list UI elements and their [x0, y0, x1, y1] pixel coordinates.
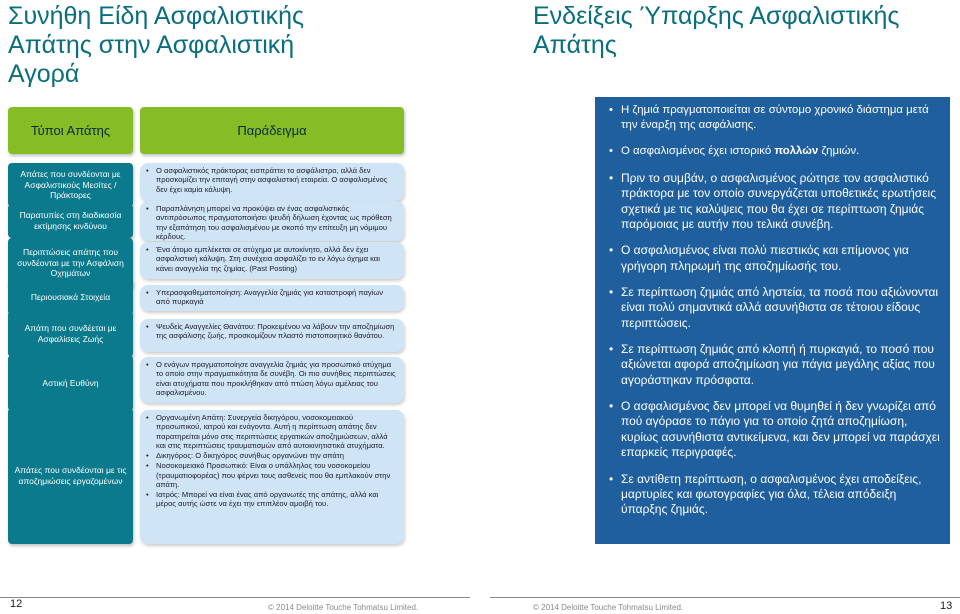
example-item: • Νοσοκομειακό Προσωπικό: Είναι ο υπάλληλος του νοσοκομείου (τραυματιοφορέας) που φέρνει τους ασθενείς που θα εμπλακούν στην απάτη.: [146, 461, 398, 489]
example-item: • Δικηγόρος: Ο δικηγόρος συνήθως οργανώνει την απάτη: [146, 451, 398, 460]
indication-item: • Ο ασφαλισμένος είναι πολύ πιεστικός και επίμονος για γρήγορη πληρωμή της αποζημίωσής του.: [603, 243, 942, 274]
example-underwriting: [140, 201, 404, 241]
example-item: • Οργανωμένη Απάτη: Συνεργεία δικηγόρου, νοσοκομειακού προσωπικού, ιατρού και ενάγοντα. Αυτή η περίπτωση απάτης δεν παρατηρείται μόνο στις περιπτώσεις εργατικών αποζημιώσεων, αλλά και στις περιπτώσεις τραυματισμών από αυτοκινητιστικά ατυχήματα.: [146, 413, 398, 450]
fraud-type-underwriting: Παρατυπίες στη διαδικασία εκτίμησης κινδύνου: [8, 204, 133, 238]
example-item: • Παραπλάνηση μπορεί να προκύψει αν ένας ασφαλιστικός αντιπρόσωπος πραγματοποιήσει ψευδή δήλωση έχοντας ως πρόθεση την εξαπάτηση του ασφαλισμένου με σκοπό την επίτευξη μη νόμιμου κέρδους.: [146, 204, 398, 241]
page-number-right: 13: [940, 600, 953, 612]
indication-item: • Σε αντίθετη περίπτωση, ο ασφαλισμένος έχει αποδείξεις, μαρτυρίες και φωτογραφίες για όλα, τέλεια απόδειξη ύπαρξης ζημιάς.: [603, 472, 942, 518]
header-examples: Παράδειγμα: [140, 107, 404, 154]
indication-item: • Σε περίπτωση ζημιάς από ληστεία, τα ποσά που αξιώνονται είναι πολύ σημαντικά αλλά ασυνήθιστα σε τέτοιου είδους περιπτώσεις.: [603, 285, 942, 331]
example-item: • Υπερασφαθεματοποίηση: Αναγγελία ζημιάς για καταστροφή παγίων από πυρκαγιά: [146, 288, 398, 307]
indications-panel: [595, 97, 950, 544]
indication-item: • Πριν το συμβάν, ο ασφαλισμένος ρώτησε τον ασφαλιστικό πράκτορα με τον οποίο συνεργάζεται υποθετικές ερωτήσεις σχετικά με τις καλύψεις που θα έχει σε περίπτωση ζημιάς παρόμοιας με αυτήν που τελικά συνέβη.: [603, 171, 942, 232]
example-item: • Ιατρός: Μπορεί να είναι ένας από οργανωτές της απάτης, αλλά και μέρος αυτής ώστε να έχει την επιπλέον αμοιβή του.: [146, 490, 398, 509]
example-item: • Ψευδείς Αναγγελίες Θανάτου: Προκειμένου να λάβουν την αποζημίωση της ασφάλισης ζωής, προσκομίζουν πλαστό πιστοποιητικό θανάτου.: [146, 322, 398, 341]
fraud-type-life: Απάτη που συνδέεται με Ασφαλίσεις Ζωής: [8, 311, 133, 357]
example-item: • Ο ασφαλιστικός πράκτορας εισπράττει το ασφάλιστρο, αλλά δεν προσκομίζει την επιταγή στην ασφαλιστική εταιρεία. Ο ασφαλισμένος δεν έχει καμία κάλυψη.: [146, 166, 398, 194]
fraud-type-vehicle: Περιπτώσεις απάτης που συνδέονται με την Ασφάλιση Οχημάτων: [8, 238, 133, 288]
fraud-type-liability: Αστική Ευθύνη: [8, 355, 133, 411]
header-fraud-types: Τύποι Απάτης: [8, 107, 133, 154]
fraud-type-workers-comp: Απάτες που συνδέονται με τις αποζημιώσεις εργαζομένων: [8, 408, 133, 544]
example-brokers: [140, 163, 404, 201]
copyright-right: © 2014 Deloitte Touche Tohmatsu Limited.: [533, 603, 684, 612]
indication-item: • Σε περίπτωση ζημιάς από κλοπή ή πυρκαγιά, το ποσό που αξιώνεται αφορά αποζημίωση για πάγια μεγάλης αξίας που αγοράστηκαν πρόσφατα.: [603, 342, 942, 388]
copyright-left: © 2014 Deloitte Touche Tohmatsu Limited.: [268, 603, 419, 612]
fraud-type-property: Περιουσιακά Στοιχεία: [8, 280, 133, 315]
indication-item: • Η ζημιά πραγματοποιείται σε σύντομο χρονικό διάστημα μετά την έναρξη της ασφάλισης.: [603, 103, 942, 132]
indication-item: • Ο ασφαλισμένος δεν μπορεί να θυμηθεί ή δεν γνωρίζει από πού αγόρασε το πάγιο για το οποίο ζητά αποζημίωση, κυρίως ασυνήθιστα αντικείμενα, και δεν μπορεί να παράσχει επαρκείς περιγραφές.: [603, 399, 942, 460]
fraud-type-brokers: Απάτες που συνδέονται με Ασφαλιστικούς Μεσίτες / Πράκτορες: [8, 163, 133, 207]
example-workers-comp: [140, 410, 404, 544]
page-number-left: 12: [10, 598, 23, 610]
footer-divider-left: [0, 597, 470, 598]
example-liability: [140, 357, 404, 403]
footer-divider-right: [490, 597, 960, 598]
example-vehicle: [140, 242, 404, 279]
example-life: [140, 319, 404, 352]
page-title-left: Συνήθη Είδη Ασφαλιστικής Απάτης στην Ασφαλιστική Αγορά: [8, 2, 305, 88]
example-property: [140, 285, 404, 311]
example-item: • Ο ενάγων πραγματοποίησε αναγγελία ζημιάς για προσωπικό ατύχημα το οποίο στην πραγματικότητα δε συνέβη. Οι πιο συνήθεις περιπτώσεις είναι ατυχήματα που προκλήθηκαν από πτώση λόγω αμέλειας του ασφαλισμένου.: [146, 360, 398, 397]
indication-item: • Ο ασφαλισμένος έχει ιστορικό πολλών ζημιών.: [603, 144, 942, 159]
example-item: • Ένα άτομο εμπλέκεται σε ατύχημα με αυτοκίνητο, αλλά δεν έχει ασφαλιστική κάλυψη. Στη συνέχεια ασφαλίζει το εν λόγω όχημα και κάνει αναγγελία της ζημίας. (Past Posting): [146, 245, 398, 273]
page-title-right: Ενδείξεις Ύπαρξης Ασφαλιστικής Απάτης: [533, 2, 900, 59]
